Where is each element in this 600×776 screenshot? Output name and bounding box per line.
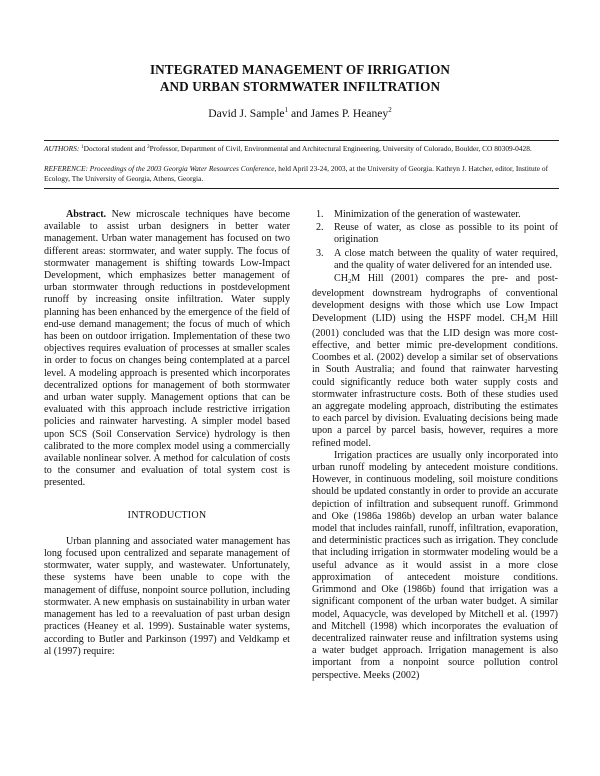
author-1-note: 1 xyxy=(284,106,289,114)
author-1: David J. Sample xyxy=(208,107,285,120)
reference-label: REFERENCE: xyxy=(44,164,88,173)
abstract-body: New microscale techniques have become available to assist urban designers in better water management. Urban water management has focused on two different areas: stormwater, and water supply. The focus of stormwater management is shifting towards Low-Impact Development, which emphasizes better management of urban stormwater through reductions in postdevelopment runoff by increasing onsite infiltration. Water supply planning has been enhanced by the emergence of the field of end-use demand management; the focus of much of which has been on outdoor irrigation. Implementation of these two objectives requires evaluation of processes at smaller scales in order to focus on changes being contemplated at a parcel level. A modeling approach is presented which incorporates decentralized options for management of both stormwater and urban water supply. Management options that can be evaluated with this approach include restrictive irrigation policies and rainwater harvesting. A simpler model based upon SCS (Soil Conservation Service) hydrology is then calibrated to the more complex model using a commercially available nonlinear solver. A method for calculation of costs to the consumer and evaluation of total system cost is presented. xyxy=(44,209,290,489)
list-item-number: 1. xyxy=(316,209,324,220)
reference-note xyxy=(44,164,559,185)
p1-part-b: M Hill (2001) compares the pre- and post-development downstream hydrographs of conventional development designs with those which use Low Impact Development (LID) using the HSPF model. CH xyxy=(312,273,558,324)
p1-subscript: 2 xyxy=(348,278,352,286)
authors-sup-2: 2 xyxy=(147,145,150,150)
top-rule xyxy=(44,140,559,141)
paragraph-irrigation: Irrigation practices are usually only incorporated into urban runoff modeling by antecedent moisture conditions. However, in continuous modeling, soil moisture conditions should be updated constantly in order to provide an accurate depiction of infiltration and subsequent runoff. Grimmond and Oke (1986a 1986b) develop an urban water balance model that includes rainfall, runoff, infiltration, evaporation, and deterministic practices such as irrigation. They conclude that including irrigation in stormwater modeling would be a useful advance as it would assist in a more close approximation of antecedent moisture conditions. Grimmond and Oke (1986b) found that irrigation was a significant component of the urban water budget. A similar model, Aquacycle, was developed by Mitchell et al. (1997) and Mitchell (1998) which incorporates the evaluation of decentralized rainwater reuse and infiltration systems using a water budget approach. Irrigation management is also important from a nonpoint source pollution control perspective. Meeks (2002) xyxy=(312,449,558,681)
authors-text-1: Doctoral student and xyxy=(83,144,148,153)
list-item-number: 2. xyxy=(316,222,324,234)
authors-text-2: Professor, Department of Civil, Environmental and Architectural Engineering, University of Colorado, Boulder, CO 80309-0428. xyxy=(149,144,532,153)
list-item-text: A close match between the quality of water required, and the quality of water delivered for an intended use. xyxy=(334,247,558,271)
list-item xyxy=(312,248,558,272)
author-2: and James P. Heaney xyxy=(288,107,389,120)
left-column xyxy=(44,209,290,658)
authors-sup-1: 1 xyxy=(81,145,84,150)
authors-note xyxy=(44,143,559,154)
list-item-text: Reuse of water, as close as possible to its point of origination xyxy=(334,222,558,246)
title-line-2: AND URBAN STORMWATER INFILTRATION xyxy=(159,79,441,94)
reference-proceedings: Proceedings of the 2003 Georgia Water Resources Conference xyxy=(89,164,275,173)
p1-part-c: M Hill (2001) concluded was that the LID design was more cost-effective, and better mimic pre-development conditions. Coombes et al. (2002) develop a similar set of observations in South Australia; and found that rainwater harvesting could significantly reduce both water supply costs and stormwater infrastructure costs. Both of these studies used an aggregate modeling approach, distributing the estimates to each parcel by division. Evaluating decisions being made upon a parcel by parcel basis, however, requires a more refined model. xyxy=(312,312,559,449)
abstract-heading: Abstract. xyxy=(66,209,107,220)
list-item-text: Minimization of the generation of wastewater. xyxy=(334,209,521,220)
paragraph-ch2m-hill xyxy=(312,273,558,450)
p1-subscript-2: 2 xyxy=(524,317,528,325)
authors-label: AUTHORS: xyxy=(44,144,80,153)
bottom-rule xyxy=(44,188,559,189)
list-item xyxy=(312,222,558,246)
abstract xyxy=(44,209,290,490)
right-column xyxy=(312,209,558,682)
author-2-note: 2 xyxy=(388,106,392,114)
reference-text: , held April 23-24, 2003, at the University of Georgia. Kathryn J. Hatcher, editor, Institute of Ecology, The University of Georgia, Athens, Georgia. xyxy=(44,164,549,184)
list-item xyxy=(312,209,558,221)
list-item-number: 3. xyxy=(316,247,324,259)
introduction-heading: INTRODUCTION xyxy=(127,509,207,521)
author-byline xyxy=(0,106,600,120)
introduction-paragraph: Urban planning and associated water management has long focused upon centralized and separate management of stormwater, water supply, and wastewater. Unfortunately, these systems have been unable to cope with the management of diffuse, nonpoint source pollution, including stormwater. A new emphasis on sustainability in urban water management has led to a reevaluation of past urban design practices (Heaney et al. 1999). Sustainable water systems, according to Butler and Parkinson (1997) and Veldkamp et al (1997) require: xyxy=(44,535,290,657)
paper-title xyxy=(0,61,600,95)
p1-part-a: CH xyxy=(334,273,349,285)
requirements-list xyxy=(312,209,558,272)
title-line-1: INTEGRATED MANAGEMENT OF IRRIGATION xyxy=(149,62,451,77)
